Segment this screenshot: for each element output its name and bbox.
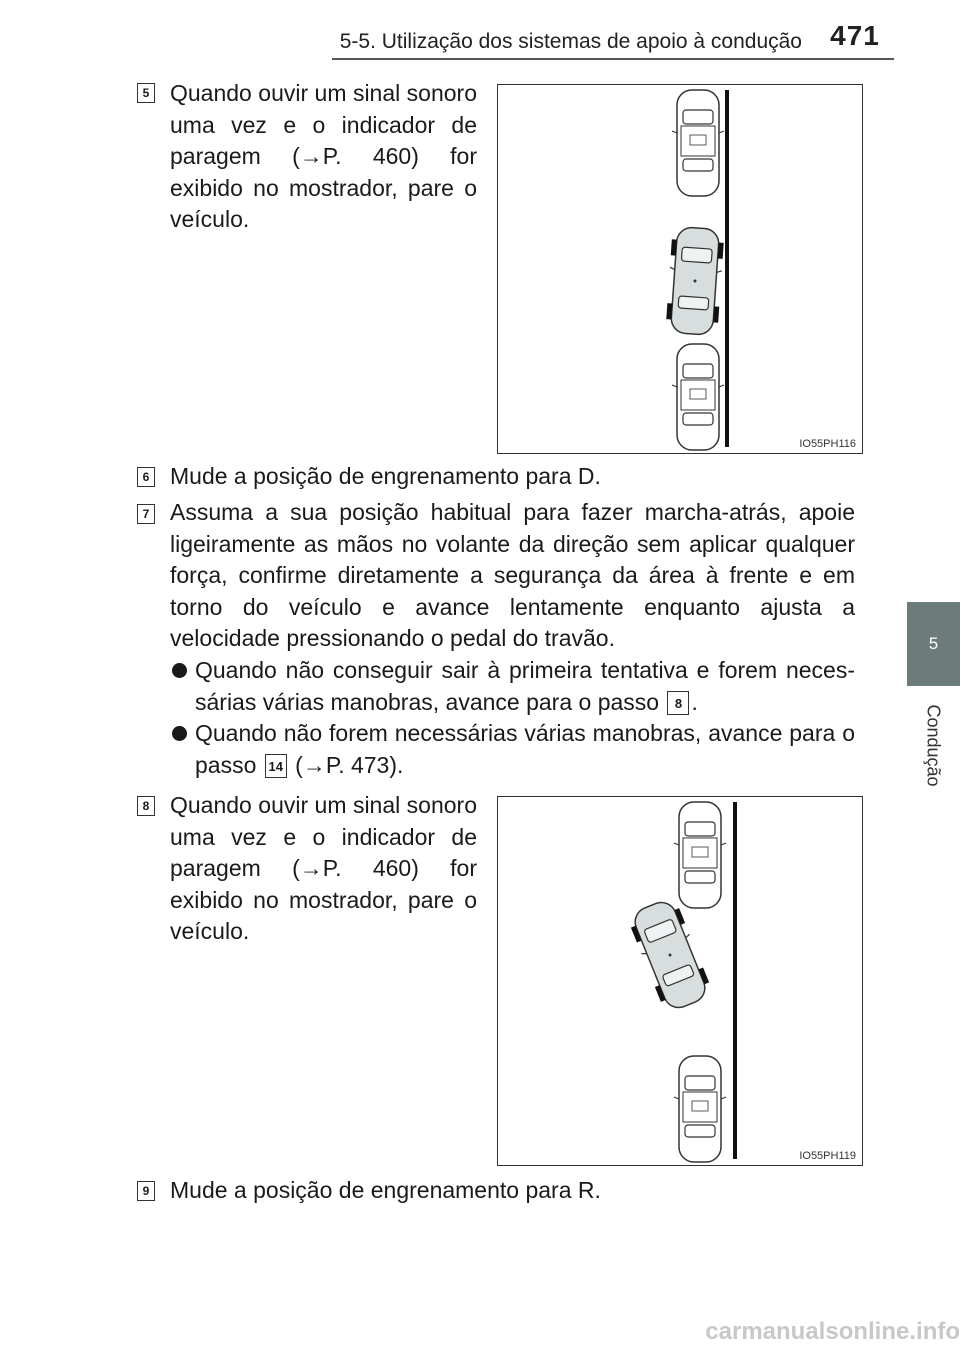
header-divider xyxy=(332,58,894,60)
figure-code: IO55PH116 xyxy=(799,438,856,450)
chapter-label: Condução xyxy=(924,703,945,787)
parked-car-front xyxy=(672,90,724,196)
bullet-text: Quando não forem necessárias várias manobras, avance para o passo 14 (→P. 473). xyxy=(195,720,855,778)
step-text-8: Quando ouvir um sinal sonoro uma vez e o indicador de paragem (→P. 460) for exibido no mostrador, pare o veículo. xyxy=(170,792,477,944)
step-number-6: 6 xyxy=(137,467,155,487)
figure-code: IO55PH119 xyxy=(799,1150,856,1162)
bullet-text: Quando não conseguir sair à primeira tentativa e forem necessárias várias manobras, avance para o passo 8 . xyxy=(195,657,855,715)
step-number-9: 9 xyxy=(137,1181,155,1201)
parked-car-rear xyxy=(674,1056,726,1162)
own-car xyxy=(665,226,724,335)
own-car xyxy=(626,896,714,1014)
bullet-retry xyxy=(170,655,855,718)
page-number: 471 xyxy=(830,20,880,51)
parking-diagram-2 xyxy=(498,797,862,1165)
chapter-tab[interactable] xyxy=(907,602,960,686)
figure-parking-step-8 xyxy=(497,796,863,1166)
step-text-6: Mude a posição de engrenamento para D. xyxy=(170,463,601,489)
bullet-dot xyxy=(172,663,187,678)
chapter-number: 5 xyxy=(928,634,939,653)
bullet-dot xyxy=(172,726,187,741)
watermark: carmanualsonline.info xyxy=(705,1318,960,1345)
step-ref-8[interactable]: 8 xyxy=(667,691,689,715)
bullet-no-retry xyxy=(170,718,855,781)
step-ref-14[interactable]: 14 xyxy=(265,754,287,778)
step-text-9: Mude a posição de engrenamento para R. xyxy=(170,1177,601,1203)
section-title: 5-5. Utilização dos sistemas de apoio à condução xyxy=(339,30,802,53)
parked-car-rear xyxy=(672,344,724,450)
parking-diagram-1 xyxy=(498,85,862,453)
figure-parking-step-5 xyxy=(497,84,863,454)
step-text-5: Quando ouvir um sinal sonoro uma vez e o indicador de paragem (→P. 460) for exibido no mostrador, pare o veículo. xyxy=(170,80,477,232)
step-number-5: 5 xyxy=(137,83,155,103)
step-text-7: Assuma a sua posição habitual para fazer marcha-atrás, apoie ligeiramente as mãos no volante da direção sem aplicar qualquer força, confirme diretamente a segurança da área à frente e em torno do veículo e avance lentamente enquanto ajusta a velocidade pressionando o pedal do travão. xyxy=(170,499,855,651)
parked-car-front xyxy=(674,802,726,908)
step-number-7: 7 xyxy=(137,504,155,524)
step-number-8: 8 xyxy=(137,796,155,816)
